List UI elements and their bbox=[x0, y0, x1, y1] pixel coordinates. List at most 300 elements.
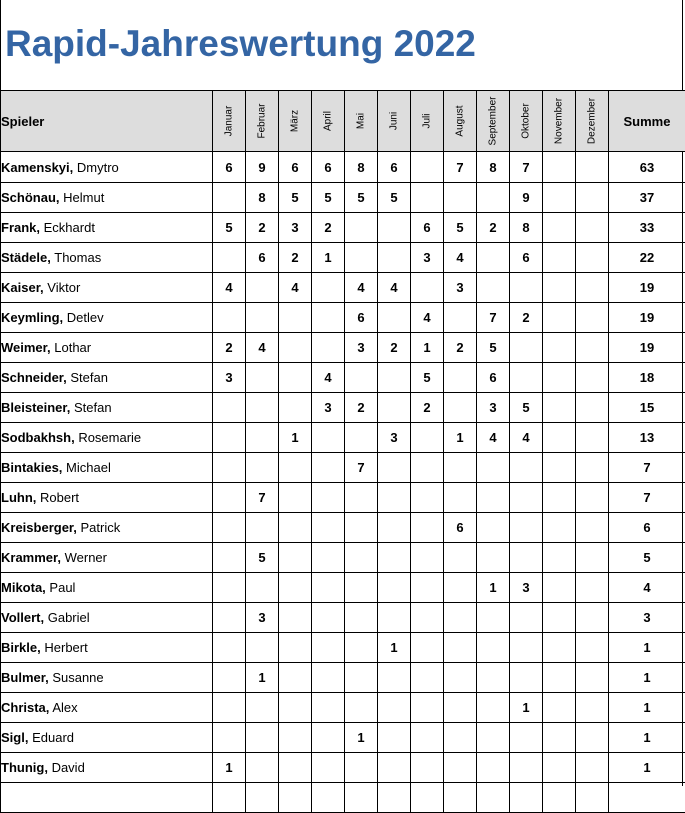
table-row bbox=[1, 333, 685, 363]
player-name-cell bbox=[1, 453, 213, 483]
score-cell: 6 bbox=[378, 152, 411, 183]
player-name-cell bbox=[1, 573, 213, 603]
score-cell bbox=[543, 423, 576, 453]
player-first-name: Detlev bbox=[67, 310, 104, 325]
score-cell bbox=[345, 753, 378, 783]
score-cell: 1 bbox=[477, 573, 510, 603]
score-cell bbox=[378, 303, 411, 333]
month-label: April bbox=[323, 111, 334, 131]
score-cell bbox=[576, 183, 609, 213]
score-cell: 3 bbox=[312, 393, 345, 423]
player-name-cell bbox=[1, 183, 213, 213]
score-cell bbox=[477, 483, 510, 513]
score-cell bbox=[576, 753, 609, 783]
score-cell: 2 bbox=[411, 393, 444, 423]
sum-cell: 7 bbox=[609, 483, 685, 513]
score-cell bbox=[477, 513, 510, 543]
score-cell bbox=[543, 603, 576, 633]
table-row bbox=[1, 723, 685, 753]
score-cell bbox=[246, 633, 279, 663]
score-cell bbox=[378, 453, 411, 483]
score-cell bbox=[279, 723, 312, 753]
score-cell: 4 bbox=[477, 423, 510, 453]
player-name-cell bbox=[1, 393, 213, 423]
score-cell bbox=[345, 603, 378, 633]
month-label: November bbox=[554, 98, 565, 144]
score-cell bbox=[543, 393, 576, 423]
score-cell bbox=[213, 423, 246, 453]
player-first-name: Thomas bbox=[54, 250, 101, 265]
score-cell bbox=[477, 723, 510, 753]
score-cell bbox=[576, 543, 609, 573]
month-label: August bbox=[455, 105, 466, 136]
score-cell bbox=[345, 363, 378, 393]
score-cell bbox=[576, 243, 609, 273]
score-cell bbox=[213, 513, 246, 543]
player-last-name: Sodbakhsh, bbox=[1, 430, 75, 445]
table-row bbox=[1, 633, 685, 663]
player-last-name: Mikota, bbox=[1, 580, 46, 595]
score-cell: 3 bbox=[279, 213, 312, 243]
table-row bbox=[1, 183, 685, 213]
score-cell bbox=[510, 363, 543, 393]
score-cell bbox=[279, 573, 312, 603]
score-cell bbox=[411, 273, 444, 303]
sum-cell: 18 bbox=[609, 363, 685, 393]
player-name-cell bbox=[1, 303, 213, 333]
score-cell bbox=[477, 273, 510, 303]
player-first-name: Helmut bbox=[63, 190, 104, 205]
sum-cell: 19 bbox=[609, 333, 685, 363]
score-cell: 6 bbox=[312, 152, 345, 183]
score-cell bbox=[543, 513, 576, 543]
score-cell bbox=[246, 723, 279, 753]
month-label: Juni bbox=[389, 112, 400, 130]
score-cell: 2 bbox=[378, 333, 411, 363]
table-row bbox=[1, 693, 685, 723]
sum-cell: 1 bbox=[609, 663, 685, 693]
player-first-name: Lothar bbox=[54, 340, 91, 355]
score-cell: 1 bbox=[312, 243, 345, 273]
player-first-name: Susanne bbox=[52, 670, 103, 685]
sum-cell: 1 bbox=[609, 753, 685, 783]
score-cell: 3 bbox=[444, 273, 477, 303]
score-cell: 9 bbox=[246, 152, 279, 183]
score-cell bbox=[411, 483, 444, 513]
player-last-name: Sigl, bbox=[1, 730, 28, 745]
player-first-name: Viktor bbox=[47, 280, 80, 295]
score-cell bbox=[246, 453, 279, 483]
score-cell bbox=[312, 273, 345, 303]
sum-cell: 1 bbox=[609, 693, 685, 723]
score-cell bbox=[444, 783, 477, 813]
column-header-sum: Summe bbox=[609, 91, 685, 152]
month-label: Juli bbox=[422, 113, 433, 128]
score-cell bbox=[444, 753, 477, 783]
score-cell: 2 bbox=[444, 333, 477, 363]
score-cell: 1 bbox=[378, 633, 411, 663]
score-cell bbox=[279, 363, 312, 393]
score-cell: 7 bbox=[345, 453, 378, 483]
score-cell bbox=[543, 273, 576, 303]
score-cell: 2 bbox=[477, 213, 510, 243]
score-cell bbox=[345, 573, 378, 603]
score-cell bbox=[576, 723, 609, 753]
score-cell bbox=[543, 303, 576, 333]
score-cell bbox=[246, 783, 279, 813]
month-label: Februar bbox=[257, 103, 268, 138]
score-cell bbox=[411, 663, 444, 693]
score-cell: 4 bbox=[246, 333, 279, 363]
score-cell bbox=[444, 693, 477, 723]
score-cell bbox=[411, 513, 444, 543]
score-cell bbox=[444, 393, 477, 423]
sum-cell: 1 bbox=[609, 723, 685, 753]
sum-cell: 37 bbox=[609, 183, 685, 213]
score-cell bbox=[213, 393, 246, 423]
player-last-name: Krammer, bbox=[1, 550, 61, 565]
score-cell bbox=[444, 723, 477, 753]
score-cell bbox=[477, 633, 510, 663]
score-cell bbox=[378, 393, 411, 423]
player-name-cell bbox=[1, 783, 213, 813]
score-cell bbox=[378, 783, 411, 813]
score-cell bbox=[510, 753, 543, 783]
score-cell bbox=[576, 633, 609, 663]
score-cell bbox=[477, 243, 510, 273]
score-cell bbox=[411, 633, 444, 663]
score-cell bbox=[576, 393, 609, 423]
table-row bbox=[1, 513, 685, 543]
score-cell: 4 bbox=[411, 303, 444, 333]
score-cell bbox=[576, 663, 609, 693]
score-cell bbox=[411, 723, 444, 753]
score-cell: 5 bbox=[312, 183, 345, 213]
score-cell: 6 bbox=[510, 243, 543, 273]
player-name-cell bbox=[1, 723, 213, 753]
month-label: März bbox=[290, 110, 301, 132]
table-body bbox=[1, 152, 685, 813]
score-cell bbox=[213, 723, 246, 753]
score-cell bbox=[345, 663, 378, 693]
column-header-month bbox=[246, 91, 279, 152]
table-row bbox=[1, 573, 685, 603]
score-cell: 8 bbox=[345, 152, 378, 183]
sum-cell: 7 bbox=[609, 453, 685, 483]
player-name-cell bbox=[1, 363, 213, 393]
score-cell bbox=[411, 152, 444, 183]
score-cell: 5 bbox=[345, 183, 378, 213]
score-cell bbox=[246, 693, 279, 723]
player-name-cell bbox=[1, 513, 213, 543]
score-cell bbox=[312, 603, 345, 633]
score-cell bbox=[576, 152, 609, 183]
player-first-name: Michael bbox=[66, 460, 111, 475]
sum-cell: 63 bbox=[609, 152, 685, 183]
score-cell bbox=[312, 633, 345, 663]
score-cell: 4 bbox=[213, 273, 246, 303]
score-cell: 4 bbox=[510, 423, 543, 453]
month-label: Dezember bbox=[587, 98, 598, 144]
score-cell: 6 bbox=[213, 152, 246, 183]
column-header-month bbox=[378, 91, 411, 152]
column-header-month bbox=[510, 91, 543, 152]
score-cell: 5 bbox=[378, 183, 411, 213]
score-cell: 2 bbox=[213, 333, 246, 363]
player-last-name: Städele, bbox=[1, 250, 51, 265]
score-cell: 3 bbox=[378, 423, 411, 453]
score-cell: 5 bbox=[477, 333, 510, 363]
score-cell: 2 bbox=[246, 213, 279, 243]
month-label: Oktober bbox=[521, 103, 532, 139]
score-cell bbox=[411, 543, 444, 573]
score-cell: 1 bbox=[279, 423, 312, 453]
player-name-cell bbox=[1, 243, 213, 273]
score-cell: 1 bbox=[411, 333, 444, 363]
score-cell bbox=[213, 543, 246, 573]
score-cell: 2 bbox=[510, 303, 543, 333]
score-cell: 4 bbox=[345, 273, 378, 303]
score-cell bbox=[510, 633, 543, 663]
score-cell: 9 bbox=[510, 183, 543, 213]
score-cell bbox=[378, 543, 411, 573]
score-cell bbox=[312, 783, 345, 813]
score-cell bbox=[378, 213, 411, 243]
score-cell: 4 bbox=[444, 243, 477, 273]
player-first-name: Stefan bbox=[74, 400, 112, 415]
score-cell: 6 bbox=[477, 363, 510, 393]
score-cell bbox=[543, 183, 576, 213]
player-last-name: Luhn, bbox=[1, 490, 36, 505]
month-label: Januar bbox=[224, 106, 235, 137]
column-header-month bbox=[312, 91, 345, 152]
score-cell: 7 bbox=[510, 152, 543, 183]
score-cell: 1 bbox=[345, 723, 378, 753]
score-cell: 3 bbox=[213, 363, 246, 393]
player-last-name: Christa, bbox=[1, 700, 49, 715]
score-cell bbox=[576, 453, 609, 483]
score-cell bbox=[312, 723, 345, 753]
score-cell bbox=[213, 573, 246, 603]
score-cell: 5 bbox=[213, 213, 246, 243]
score-cell bbox=[411, 423, 444, 453]
score-cell bbox=[444, 183, 477, 213]
score-cell: 4 bbox=[279, 273, 312, 303]
score-cell bbox=[543, 213, 576, 243]
player-last-name: Bintakies, bbox=[1, 460, 62, 475]
score-cell bbox=[543, 663, 576, 693]
score-cell bbox=[246, 423, 279, 453]
score-cell bbox=[312, 333, 345, 363]
player-first-name: David bbox=[52, 760, 85, 775]
score-cell bbox=[576, 363, 609, 393]
player-name-cell bbox=[1, 753, 213, 783]
score-cell bbox=[213, 633, 246, 663]
score-cell: 3 bbox=[246, 603, 279, 633]
table-row bbox=[1, 453, 685, 483]
score-cell: 1 bbox=[510, 693, 543, 723]
player-first-name: Patrick bbox=[81, 520, 121, 535]
column-header-player: Spieler bbox=[1, 91, 213, 152]
score-cell bbox=[378, 663, 411, 693]
score-cell bbox=[345, 543, 378, 573]
table-row bbox=[1, 483, 685, 513]
score-cell bbox=[510, 663, 543, 693]
score-cell bbox=[345, 483, 378, 513]
table-row bbox=[1, 603, 685, 633]
score-cell bbox=[477, 753, 510, 783]
score-cell: 6 bbox=[345, 303, 378, 333]
score-cell bbox=[477, 183, 510, 213]
score-cell bbox=[444, 663, 477, 693]
score-cell: 7 bbox=[444, 152, 477, 183]
score-cell bbox=[312, 483, 345, 513]
score-cell bbox=[510, 603, 543, 633]
score-cell bbox=[246, 273, 279, 303]
score-cell bbox=[345, 783, 378, 813]
score-cell bbox=[246, 363, 279, 393]
score-cell bbox=[345, 513, 378, 543]
score-cell bbox=[312, 573, 345, 603]
player-last-name: Schönau, bbox=[1, 190, 60, 205]
score-cell bbox=[279, 603, 312, 633]
score-cell bbox=[213, 243, 246, 273]
score-cell: 4 bbox=[378, 273, 411, 303]
player-last-name: Birkle, bbox=[1, 640, 41, 655]
score-cell bbox=[411, 693, 444, 723]
player-name-cell bbox=[1, 333, 213, 363]
score-cell: 3 bbox=[477, 393, 510, 423]
score-cell bbox=[576, 693, 609, 723]
score-cell bbox=[510, 453, 543, 483]
score-cell bbox=[543, 483, 576, 513]
player-name-cell bbox=[1, 603, 213, 633]
table-row bbox=[1, 363, 685, 393]
score-cell bbox=[279, 513, 312, 543]
score-cell bbox=[510, 723, 543, 753]
score-cell bbox=[510, 333, 543, 363]
sum-cell: 13 bbox=[609, 423, 685, 453]
score-cell bbox=[246, 513, 279, 543]
score-cell bbox=[213, 693, 246, 723]
score-cell bbox=[543, 693, 576, 723]
score-cell bbox=[576, 303, 609, 333]
score-cell bbox=[345, 693, 378, 723]
player-last-name: Bleisteiner, bbox=[1, 400, 70, 415]
score-cell bbox=[477, 603, 510, 633]
score-cell bbox=[279, 753, 312, 783]
score-cell bbox=[279, 333, 312, 363]
player-name-cell bbox=[1, 273, 213, 303]
score-cell bbox=[444, 633, 477, 663]
score-cell bbox=[345, 243, 378, 273]
score-cell bbox=[444, 483, 477, 513]
score-cell bbox=[576, 423, 609, 453]
table-row bbox=[1, 753, 685, 783]
score-table bbox=[0, 90, 685, 813]
table-row bbox=[1, 303, 685, 333]
player-first-name: Alex bbox=[52, 700, 77, 715]
player-last-name: Kamenskyi, bbox=[1, 160, 73, 175]
table-row bbox=[1, 783, 685, 813]
score-cell bbox=[345, 633, 378, 663]
score-cell bbox=[312, 543, 345, 573]
score-cell: 1 bbox=[444, 423, 477, 453]
score-cell: 1 bbox=[213, 753, 246, 783]
score-cell bbox=[444, 303, 477, 333]
player-name-cell bbox=[1, 483, 213, 513]
score-cell bbox=[477, 783, 510, 813]
score-cell: 3 bbox=[345, 333, 378, 363]
score-cell: 8 bbox=[477, 152, 510, 183]
score-cell bbox=[378, 483, 411, 513]
score-cell: 6 bbox=[246, 243, 279, 273]
sum-cell: 6 bbox=[609, 513, 685, 543]
score-cell bbox=[543, 243, 576, 273]
player-name-cell bbox=[1, 423, 213, 453]
player-first-name: Rosemarie bbox=[78, 430, 141, 445]
score-cell: 6 bbox=[411, 213, 444, 243]
score-cell bbox=[444, 573, 477, 603]
score-cell: 3 bbox=[411, 243, 444, 273]
column-header-month bbox=[345, 91, 378, 152]
score-cell bbox=[543, 783, 576, 813]
player-first-name: Gabriel bbox=[48, 610, 90, 625]
score-cell: 3 bbox=[510, 573, 543, 603]
score-cell: 5 bbox=[246, 543, 279, 573]
score-cell bbox=[543, 333, 576, 363]
player-name-cell bbox=[1, 663, 213, 693]
score-cell bbox=[279, 303, 312, 333]
player-name-cell bbox=[1, 152, 213, 183]
column-header-month bbox=[477, 91, 510, 152]
score-cell bbox=[543, 753, 576, 783]
sum-cell bbox=[609, 783, 685, 813]
player-last-name: Weimer, bbox=[1, 340, 51, 355]
table-row bbox=[1, 213, 685, 243]
score-cell bbox=[246, 753, 279, 783]
column-header-month bbox=[444, 91, 477, 152]
score-cell bbox=[411, 753, 444, 783]
table-row bbox=[1, 152, 685, 183]
score-cell bbox=[411, 603, 444, 633]
player-first-name: Eduard bbox=[32, 730, 74, 745]
score-cell bbox=[378, 363, 411, 393]
score-cell bbox=[312, 303, 345, 333]
table-row bbox=[1, 273, 685, 303]
table-row bbox=[1, 423, 685, 453]
score-cell bbox=[477, 453, 510, 483]
player-last-name: Vollert, bbox=[1, 610, 44, 625]
score-cell bbox=[576, 213, 609, 243]
score-cell bbox=[312, 423, 345, 453]
table-row bbox=[1, 243, 685, 273]
month-label: Mai bbox=[356, 113, 367, 129]
player-first-name: Robert bbox=[40, 490, 79, 505]
player-first-name: Stefan bbox=[70, 370, 108, 385]
sum-cell: 33 bbox=[609, 213, 685, 243]
score-cell bbox=[378, 243, 411, 273]
score-cell bbox=[510, 273, 543, 303]
score-cell bbox=[543, 152, 576, 183]
score-cell bbox=[543, 573, 576, 603]
score-cell bbox=[279, 543, 312, 573]
score-cell bbox=[444, 543, 477, 573]
score-cell bbox=[279, 393, 312, 423]
score-cell bbox=[543, 723, 576, 753]
score-cell bbox=[543, 543, 576, 573]
score-cell bbox=[543, 453, 576, 483]
